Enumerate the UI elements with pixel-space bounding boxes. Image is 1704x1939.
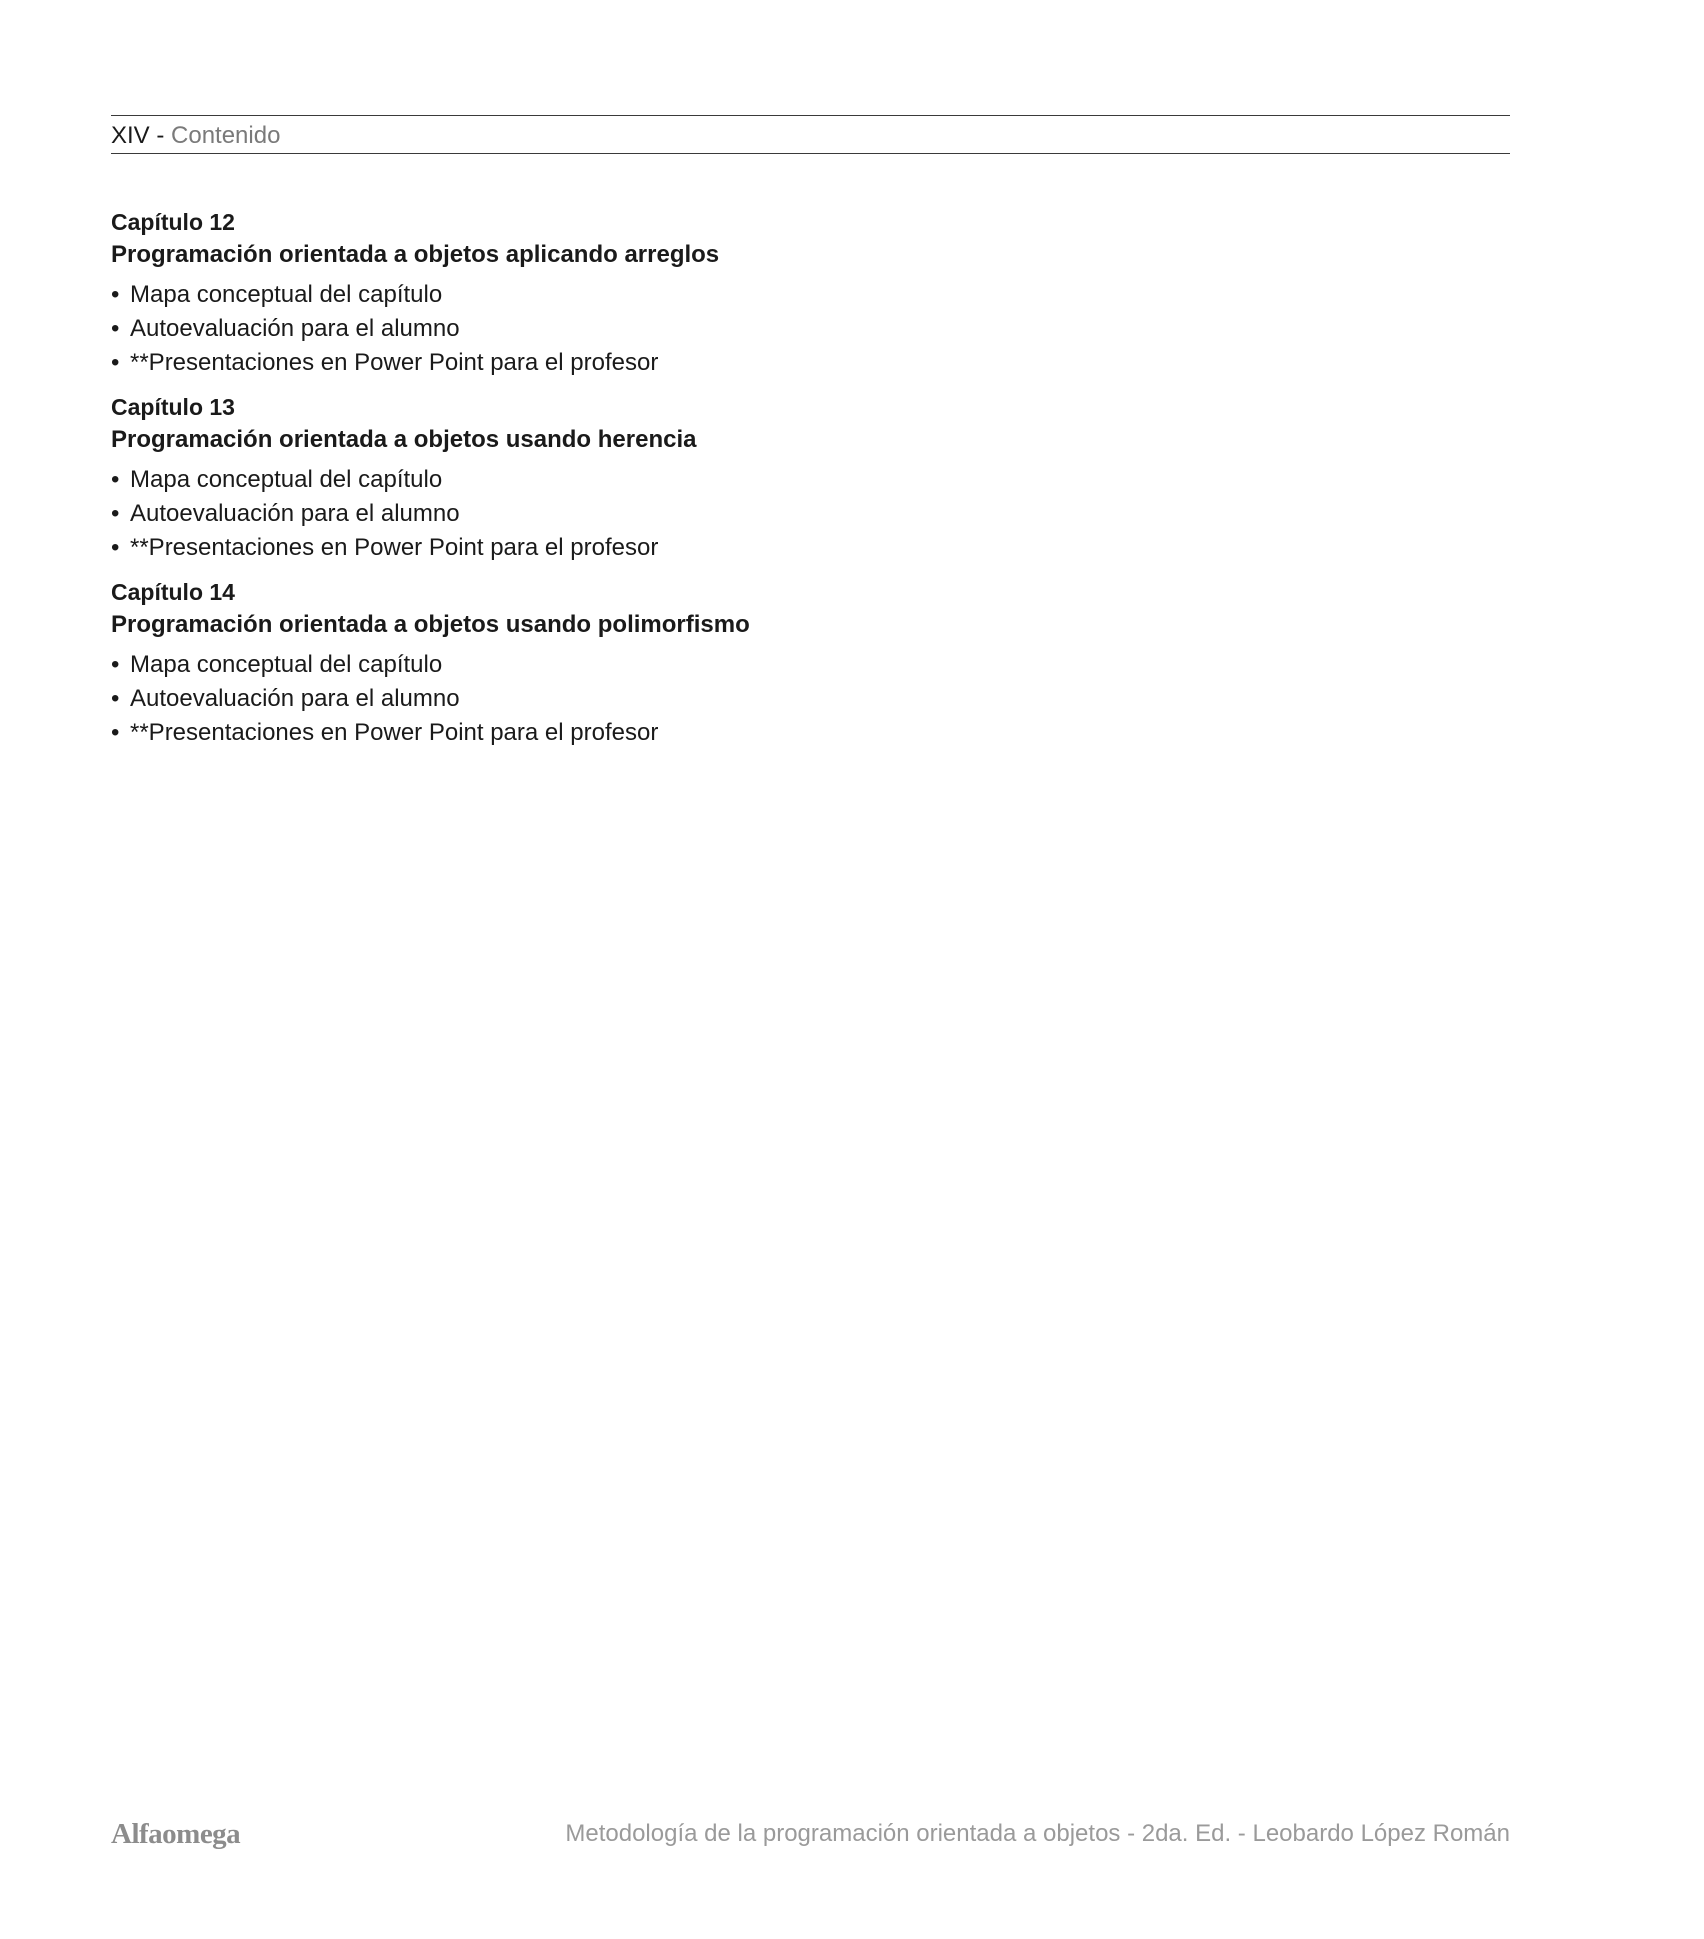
table-of-contents bbox=[111, 208, 1411, 763]
bullet: • bbox=[111, 534, 120, 561]
section-title: Contenido bbox=[171, 122, 281, 149]
item-text: **Presentaciones en Power Point para el profesor bbox=[130, 534, 659, 561]
page-header bbox=[111, 115, 1510, 154]
publisher-logo: Alfaomega bbox=[111, 1818, 241, 1850]
bullet: • bbox=[111, 349, 120, 376]
header-separator: - bbox=[149, 122, 172, 149]
chapter-title: Programación orientada a objetos usando polimorfismo bbox=[111, 611, 750, 638]
chapter-items bbox=[111, 278, 1411, 380]
chapter-13 bbox=[111, 393, 1411, 565]
chapter-items bbox=[111, 463, 1411, 565]
chapter-title: Programación orientada a objetos usando herencia bbox=[111, 426, 697, 453]
list-item bbox=[111, 463, 1411, 497]
chapter-12 bbox=[111, 208, 1411, 380]
item-text: Mapa conceptual del capítulo bbox=[130, 281, 443, 308]
bullet: • bbox=[111, 719, 120, 746]
chapter-14 bbox=[111, 578, 1411, 750]
book-credit: Metodología de la programación orientada a objetos - 2da. Ed. - Leobardo López Román bbox=[565, 1820, 1510, 1847]
page-number: XIV bbox=[111, 122, 150, 149]
bullet: • bbox=[111, 685, 120, 712]
bullet: • bbox=[111, 281, 120, 308]
chapter-title: Programación orientada a objetos aplicando arreglos bbox=[111, 241, 720, 268]
item-text: **Presentaciones en Power Point para el profesor bbox=[130, 719, 659, 746]
list-item bbox=[111, 682, 1411, 716]
list-item bbox=[111, 648, 1411, 682]
bullet: • bbox=[111, 651, 120, 678]
list-item bbox=[111, 531, 1411, 565]
list-item bbox=[111, 312, 1411, 346]
list-item bbox=[111, 278, 1411, 312]
chapter-label: Capítulo 12 bbox=[111, 209, 235, 235]
item-text: Mapa conceptual del capítulo bbox=[130, 466, 443, 493]
item-text: Autoevaluación para el alumno bbox=[130, 685, 460, 712]
running-head bbox=[111, 124, 280, 148]
bullet: • bbox=[111, 315, 120, 342]
item-text: Autoevaluación para el alumno bbox=[130, 500, 460, 527]
chapter-items bbox=[111, 648, 1411, 750]
item-text: Mapa conceptual del capítulo bbox=[130, 651, 443, 678]
bullet: • bbox=[111, 466, 120, 493]
item-text: **Presentaciones en Power Point para el profesor bbox=[130, 349, 659, 376]
list-item bbox=[111, 346, 1411, 380]
chapter-label: Capítulo 14 bbox=[111, 579, 235, 605]
list-item bbox=[111, 716, 1411, 750]
chapter-label: Capítulo 13 bbox=[111, 394, 235, 420]
item-text: Autoevaluación para el alumno bbox=[130, 315, 460, 342]
bullet: • bbox=[111, 500, 120, 527]
list-item bbox=[111, 497, 1411, 531]
